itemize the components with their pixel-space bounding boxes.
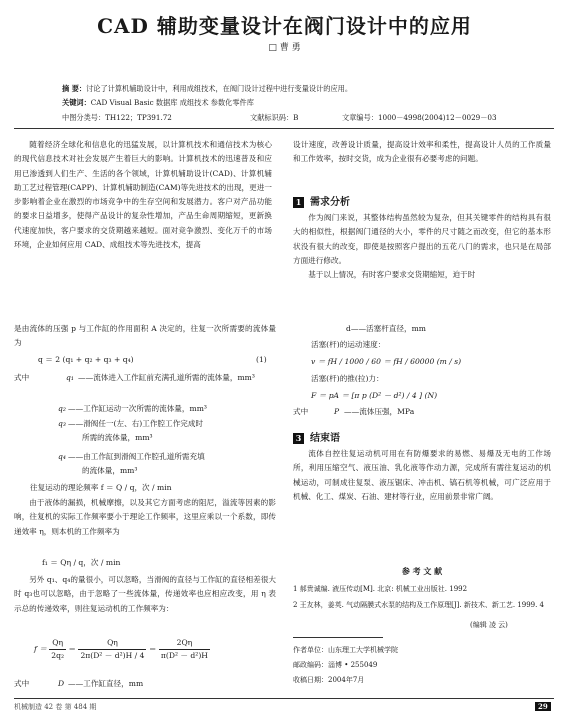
section-1-paragraph-1: 作为阀门来说，其整体结构虽然较为复杂，但其关键零件的结构具有很大的相似性，根据阀门通径的大小，零件的尺寸随之而改变，但它的基本形状没有很大的改变，即使是按照客户提出的五花八门的需求，也只是在局部方面进行修改。: [293, 213, 551, 265]
abstract-label: 摘 要：: [62, 84, 87, 93]
section-3-heading: [293, 429, 340, 444]
section-1-number: 1: [293, 197, 304, 208]
intro-column-left: [14, 138, 272, 252]
theoretical-frequency: 往复运动的理论频率 f ＝ Q / q，次 / min: [30, 483, 172, 492]
eq3-fraction-3: $\frac{2Q\eta}{\text{π(D² － d²)H}}$: [160, 638, 208, 660]
force-equation: F ＝ pA ＝ [π p (D² － d²) / 4 ] (N): [311, 391, 438, 400]
where-label-2: 式中: [14, 679, 30, 688]
section-1-title: 需求分析: [310, 197, 350, 208]
q1-symbol: q₁: [66, 373, 74, 382]
page-break-wave: [14, 309, 554, 316]
speed-equation: v ＝ fH / 1000 / 60 ＝ fH / 60000 (m / s): [311, 357, 462, 366]
q3-description-1: ——滑阀任一(左、右)工作腔工作完成时: [68, 419, 204, 428]
equation-1: q ＝ 2 (q₁ + q₂ + q₃ + q₄): [38, 355, 134, 364]
author-unit: 作者单位：山东理工大学机械学院: [293, 646, 398, 654]
conclusion-paragraph: 流体自控往复运动机可用在有防爆要求的易燃、易爆及无电的工作场所，利用压缩空气、液压油、乳化液等作动力源，完成所有需往复运动的机械运动，可制成往复泵、液压锯床、冲击机、镐石机等机械，可广泛应用于机械、化工、煤炭、石油、建材等行业，应用前景非常广阔。: [293, 449, 551, 501]
intro-column-right: [293, 138, 551, 167]
q4-symbol: q₄: [58, 452, 66, 461]
section-3-title: 结束语: [310, 433, 340, 444]
d-description: d——活塞杆直径，mm: [346, 324, 427, 333]
keywords-label: 关键词：: [62, 98, 91, 107]
q4-description-1: ——由工作缸到滑阀工作腔孔道所需充填: [68, 452, 205, 461]
q2-description: ——工作缸运动一次所需的流体量，mm³: [68, 404, 207, 413]
intro-continuation: 设计速度，改善设计质量，提高设计效率和柔性，提高设计人员的工作质量和工作效率，按时交货，成为企业很有必要考虑的问题。: [293, 140, 551, 164]
equation-1-number: (1): [256, 355, 267, 364]
author-info-rule: [293, 637, 383, 638]
section-3-number: 3: [293, 433, 304, 444]
q2-symbol: q₂: [58, 404, 66, 413]
footer-rule: [14, 698, 554, 699]
section-1-paragraph-2: 基于以上情况，有时客户要求交货期缩短，迫于时: [308, 270, 476, 280]
article-number: 文章编号：1000－4998(2004)12－0029－03: [342, 113, 497, 122]
flow-intro: 是由流体的压强 p 与工作缸的作用面积 A 决定的，往复一次所需要的流体量为: [14, 324, 276, 348]
footer-journal: 机械制造 42 卷 第 484 期: [14, 703, 97, 711]
intro-paragraph: 随着经济全球化和信息化的迅猛发展，以计算机技术和通信技术为核心的现代信息技术对社会发展产生着巨大的影响。计算机技术的迅速普及和应用已渗透到人们生产、生活的各个领域，计算机辅助设计(CAD)、计算机辅助工艺过程管理(CAPP)、计算机辅助制造(CAM)等先进技术的出现，更进一步影响着企业在激烈的市场竞争中的生存空间和发展潜力。客户对产品功能的要求日益增多，使得产品设计的复杂性增加，产品生命周期缩短，更新换代速度加快，客户要求的交货期越来越短。面对竞争激烈、变化万千的市场环境，企业如何应用 CAD、成组技术等先进技术，提高: [14, 140, 272, 250]
force-label: 活塞(杆)的推(拉)力：: [311, 374, 384, 383]
reference-2: 2 王友林，姜英. 气动隔膜式水泵的结构及工作原理[J]. 新技术、新工艺. 1999. 4: [293, 601, 545, 609]
classification: 中图分类号：TH122；TP391.72: [62, 113, 172, 122]
q3-description-2: 所需的流体量，mm³: [82, 433, 153, 442]
author-name: □ 曹 勇: [268, 43, 301, 53]
q4-description-2: 的流体量，mm³: [82, 466, 138, 475]
abstract: [62, 83, 352, 95]
section-1-body: [293, 211, 551, 282]
received-date: 收稿日期：2004年7月: [293, 676, 365, 684]
section-1-heading: [293, 193, 350, 208]
D-symbol: D: [58, 679, 65, 688]
keywords-text: CAD Visual Basic 数据库 成组技术 参数化零件库: [90, 98, 254, 107]
derivation-column: [14, 322, 276, 351]
P-symbol: P: [334, 407, 340, 416]
header-rule: [14, 128, 554, 129]
doc-code: 文献标识码：B: [250, 113, 299, 122]
conclusion-body: [293, 447, 551, 504]
reference-1: 1 郝贵诚编. 液压传动[M]. 北京: 机械工业出版社. 1992: [293, 585, 468, 593]
keywords: [62, 97, 254, 109]
equation-2: f₁ ＝ Qη / q，次 / min: [42, 558, 121, 567]
P-description: ——流体压强，MPa: [344, 407, 415, 416]
page-number: 29: [535, 702, 551, 711]
where-label: 式中: [14, 373, 30, 382]
D-description: ——工作缸直径，mm: [68, 679, 144, 688]
simplification-paragraph: 另外 q₁、q₄的量很小，可以忽略，当滑阀的直径与工作缸的直径相差很大时 q₃也可以忽略，由于忽略了一些流体量，传递效率也应相应改变，用 η 表示总的传递效率，则往复运动机的工作频率为：: [14, 575, 276, 613]
leakage-paragraph: 由于液体的漏损，机械摩擦，以及其它方面考虑的阻尼，溢流等因素的影响，往复机的实际工作频率要小于理论工作频率，这里应乘以一个系数，即传递效率 η，则本机的工作频率为: [14, 498, 276, 536]
paper-title: CAD 辅助变量设计在阀门设计中的应用: [97, 14, 472, 38]
references-title: 参 考 文 献: [401, 566, 443, 576]
where-label-3: 式中: [293, 407, 309, 416]
author-postcode: 邮政编码：淄博 • 255049: [293, 661, 378, 669]
equation-3: f ＝ $\frac{Q\eta}{\text{2q₂}}$ ＝ $\frac{Q\eta}{\text{2π(D² － d²)H / 4}}$ ＝ $\frac{2Q\eta}{\text{π(D² － d²)H}}$: [34, 638, 208, 660]
editor-note: (编辑 凌 云): [470, 621, 508, 629]
q3-symbol: q₃: [58, 419, 66, 428]
q1-description: ——流体进入工作缸前充满孔道所需的流体量，mm³: [78, 373, 255, 382]
speed-label: 活塞(杆)的运动速度：: [311, 340, 386, 349]
eq3-fraction-1: $\frac{Q\eta}{\text{2q₂}}$: [51, 638, 64, 660]
abstract-text: 讨论了计算机辅助设计中，利用成组技术，在阀门设计过程中进行变量设计的应用。: [86, 84, 353, 93]
eq3-fraction-2: $\frac{Q\eta}{\text{2π(D² － d²)H / 4}}$: [80, 638, 145, 660]
